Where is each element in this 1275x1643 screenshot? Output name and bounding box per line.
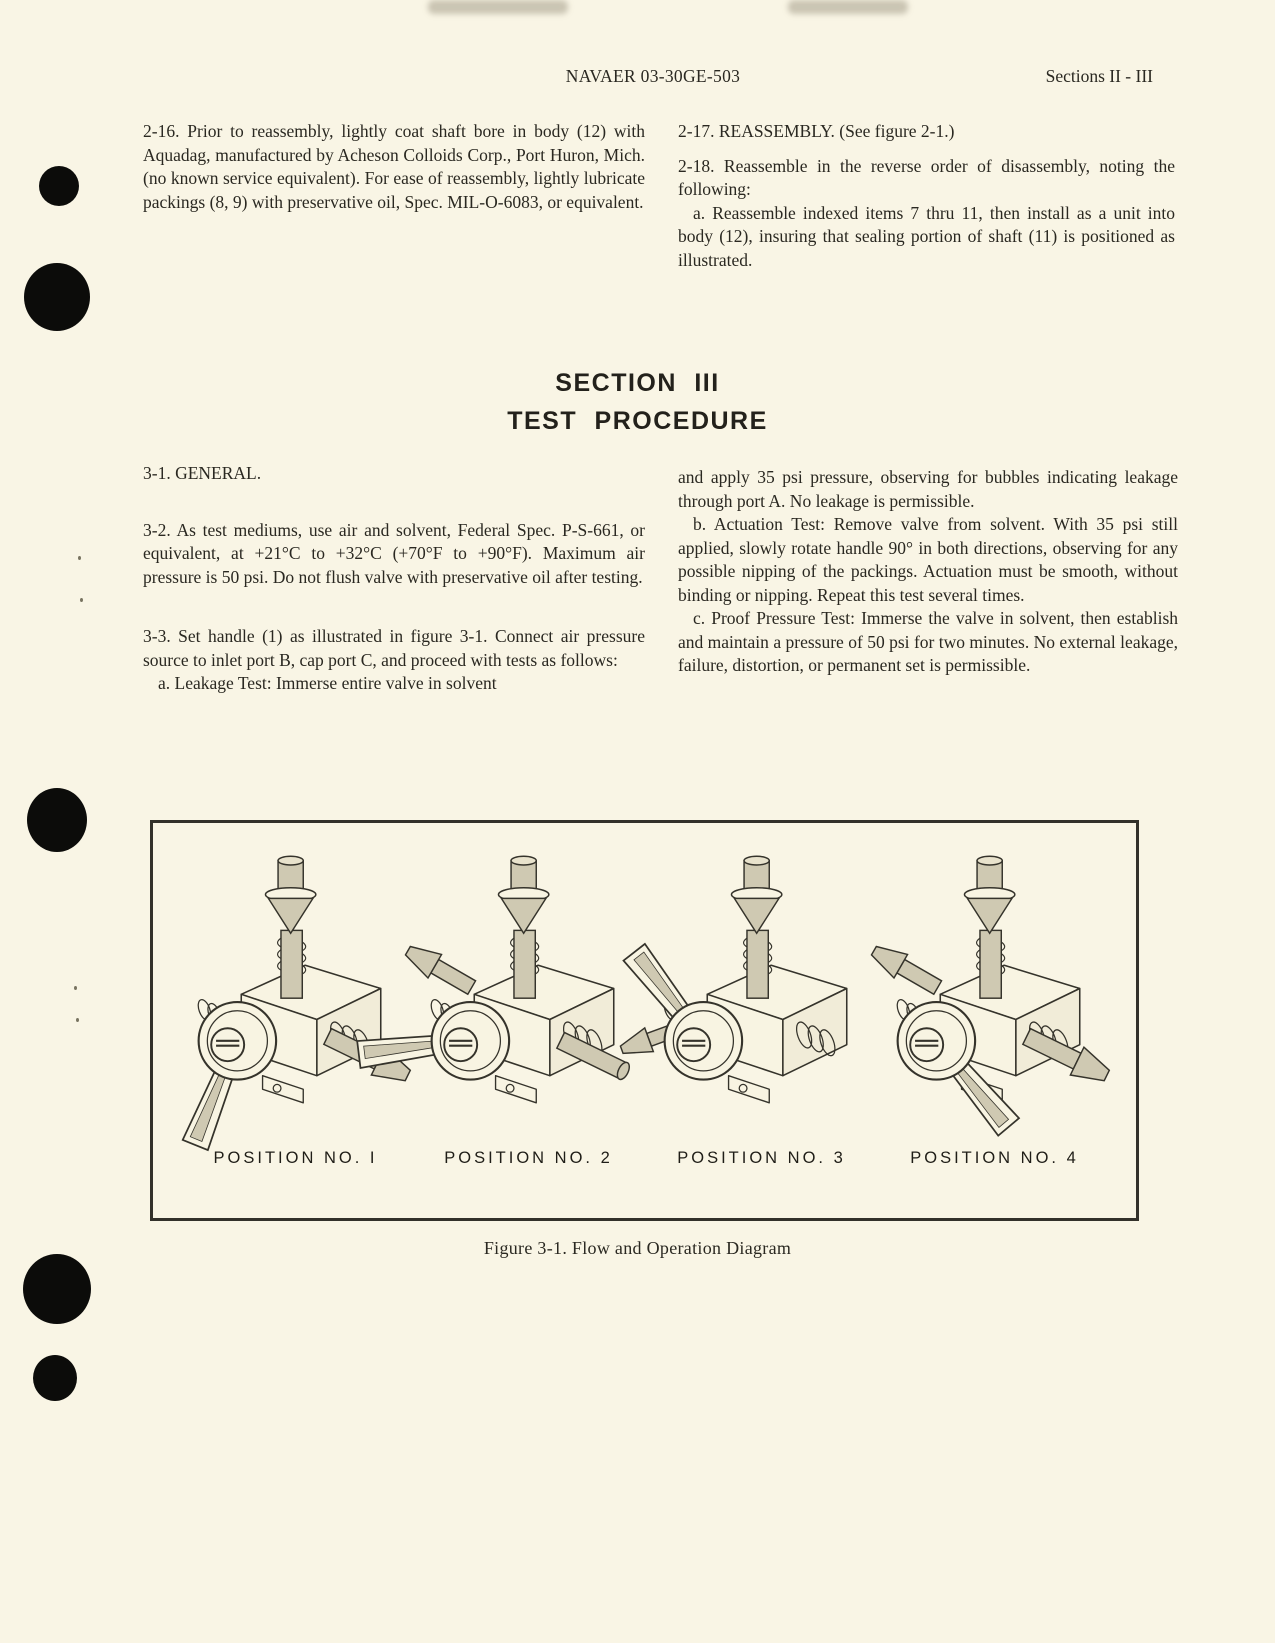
figure-3-1-box [150, 820, 1139, 1221]
paragraph-2-17: 2-17. REASSEMBLY. (See figure 2-1.) [678, 121, 955, 141]
scan-speck [74, 986, 77, 990]
valve-illustration-position-1 [179, 849, 412, 1159]
paragraph-2-16: 2-16. Prior to reassembly, lightly coat shaft bore in body (12) with Aquadag, manufactured by Acheson Colloids Corp., Port Huron, Mich. (no known service equivalent). For ease of reassembly, lightly lubricate packings (8, 9) with preservative oil, Spec. MIL-O-6083, or equivalent. [143, 121, 645, 212]
section3-right-column [678, 466, 1178, 678]
position-1-label: POSITION NO. I [213, 1149, 378, 1167]
position-2-label: POSITION NO. 2 [444, 1149, 613, 1167]
binder-hole [33, 1355, 77, 1401]
valve-illustration-position-3 [645, 849, 878, 1159]
paragraph-3-3a: a. Leakage Test: Immerse entire valve in solvent [158, 673, 497, 693]
valve-position-3-cell [645, 849, 878, 1218]
binder-hole [39, 166, 79, 206]
binder-hole [23, 1254, 91, 1324]
figure-caption: Figure 3-1. Flow and Operation Diagram [483, 1238, 792, 1258]
scan-speck [78, 556, 81, 560]
paragraph-3-1: 3-1. GENERAL. [143, 463, 262, 483]
section-range-label: Sections II - III [1045, 66, 1153, 86]
paragraph-3-3b: b. Actuation Test: Remove valve from solvent. With 35 psi still applied, slowly rotate handle 90° in both directions, observing for any possible nipping of the packings. Actuation must be smooth, without binding or nipping. Repeat this test several times. [678, 514, 1178, 605]
paragraph-3-3: 3-3. Set handle (1) as illustrated in figure 3-1. Connect air pressure source to inlet port B, cap port C, and proceed with tests as follows: [143, 626, 645, 670]
position-4-label: POSITION NO. 4 [910, 1149, 1079, 1167]
scan-speck [80, 598, 83, 602]
valve-illustration-position-2 [412, 849, 645, 1159]
binder-hole [24, 263, 90, 331]
paragraph-3-2: 3-2. As test mediums, use air and solvent, Federal Spec. P-S-661, or equivalent, at +21°C to +32°C (+70°F to +90°F). Maximum air pressure is 50 psi. Do not flush valve with preservative oil after testing. [143, 519, 645, 587]
paragraph-3-3c: c. Proof Pressure Test: Immerse the valve in solvent, then establish and maintain a pressure of 50 psi for two minutes. No external leakage, failure, distortion, or permanent set is permissible. [678, 608, 1178, 675]
paragraph-3-3a-continued: and apply 35 psi pressure, observing for bubbles indicating leakage through port A. No leakage is permissible. [678, 467, 1178, 511]
valve-position-4-cell [878, 849, 1111, 1218]
scan-speck [76, 1018, 79, 1022]
valve-illustration-position-4 [878, 849, 1111, 1159]
page-header [0, 66, 1275, 92]
paragraph-2-18: 2-18. Reassemble in the reverse order of disassembly, noting the following: [678, 155, 1175, 199]
document-number: NAVAER 03-30GE-503 [565, 66, 741, 86]
section3-heading [0, 364, 1275, 440]
section2-right-column [678, 120, 1175, 272]
scan-smudge [428, 0, 568, 14]
section2-left-column [143, 120, 645, 214]
position-3-label: POSITION NO. 3 [677, 1149, 846, 1167]
binder-hole [27, 788, 87, 852]
section3-subtitle: TEST PROCEDURE [507, 407, 768, 435]
section3-left-column [143, 462, 645, 696]
scan-smudge [788, 0, 908, 14]
paragraph-2-18a: a. Reassemble indexed items 7 thru 11, then install as a unit into body (12), insuring that sealing portion of shaft (11) is positioned as illustrated. [678, 202, 1175, 270]
valve-position-2-cell [412, 849, 645, 1218]
valve-position-1-cell [179, 849, 412, 1218]
section3-title: SECTION III [555, 369, 720, 397]
